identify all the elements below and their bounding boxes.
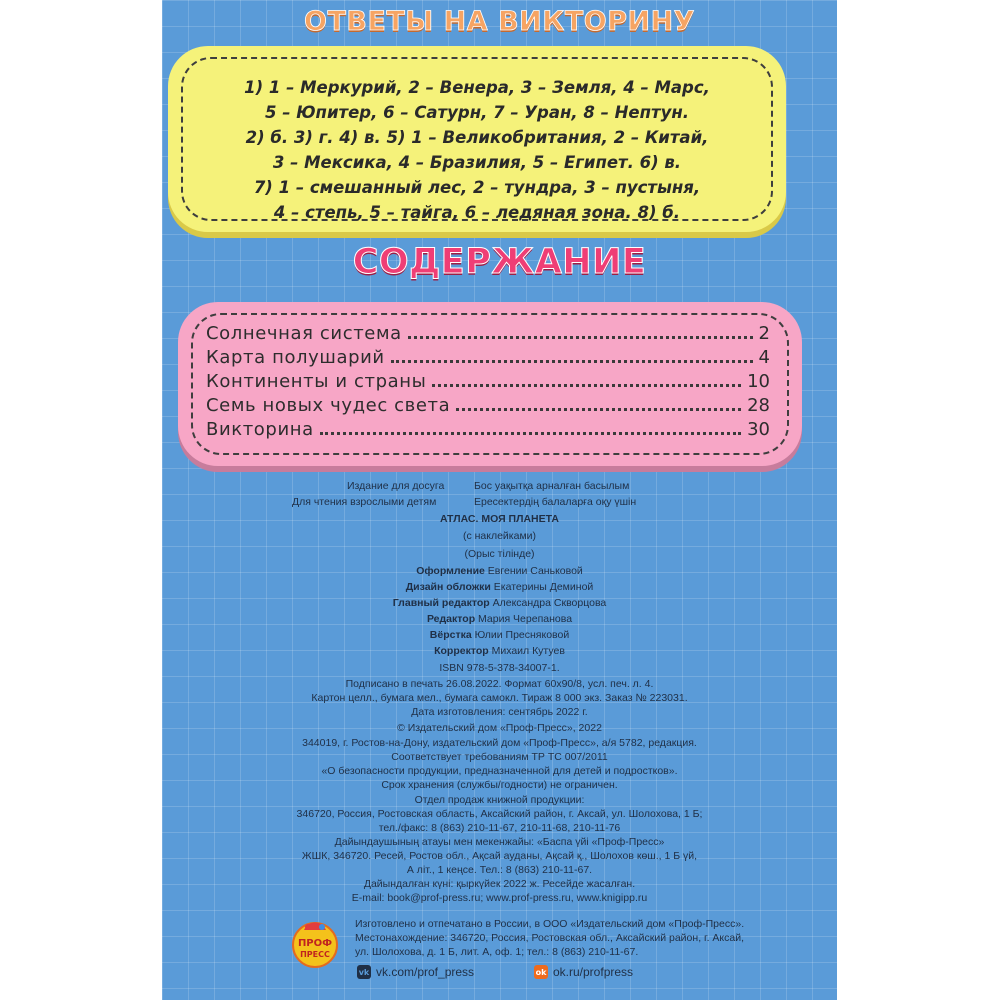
quiz-answers-title: ОТВЕТЫ НА ВИКТОРИНУ bbox=[304, 6, 695, 37]
contents-title: СОДЕРЖАНИЕ bbox=[352, 242, 647, 282]
imprint-line: Отдел продаж книжной продукции: bbox=[414, 794, 585, 806]
imprint-line: Подписано в печать 26.08.2022. Формат 60x90/8, усл. печ. л. 4. bbox=[345, 678, 654, 690]
vk-icon: vk bbox=[357, 965, 371, 979]
quiz-answer-line: 3 – Мексика, 4 – Бразилия, 5 – Египет. 6) в. bbox=[272, 153, 682, 172]
imprint-line: Дайындалған күні: қыркүйек 2022 ж. Ресейде жасалған. bbox=[363, 878, 636, 890]
imprint-leisure-ru: Издание для досуга bbox=[347, 480, 445, 492]
imprint-line: А літ., 1 кеңсе. Тел.: 8 (863) 210-11-67. bbox=[406, 864, 593, 876]
toc-item-title: Континенты и страны bbox=[206, 371, 427, 392]
vk-link-text: vk.com/prof_press bbox=[376, 965, 475, 979]
imprint-isbn: ISBN 978-5-378-34007-1. bbox=[439, 662, 560, 674]
toc-item-solar-system bbox=[206, 320, 770, 344]
imprint-stickers: (с наклейками) bbox=[462, 530, 537, 542]
credit-design: Оформление Евгении Саньковой bbox=[416, 565, 583, 577]
quiz-answer-line: 1) 1 – Меркурий, 2 – Венера, 3 – Земля, 4 – Марс, bbox=[244, 78, 710, 97]
quiz-answer-line: 2) б. 3) г. 4) в. 5) 1 – Великобритания, 2 – Китай, bbox=[245, 128, 709, 147]
svg-text:ПРОФ: ПРОФ bbox=[297, 938, 333, 949]
contents-card bbox=[178, 302, 802, 466]
imprint-line: 346720, Россия, Ростовская область, Аксайский район, г. Аксай, ул. Шолохова, 1 Б; bbox=[296, 808, 703, 820]
book-page bbox=[162, 0, 837, 1000]
imprint-leisure-kz: Бос уақытқа арналған басылым bbox=[474, 480, 630, 492]
imprint-adults-kz: Ересектердің балаларға оқу үшін bbox=[474, 496, 637, 508]
imprint-email: E-mail: book@prof-press.ru; www.prof-press.ru, www.knigipp.ru bbox=[351, 892, 648, 904]
imprint-line: 344019, г. Ростов-на-Дону, издательский дом «Проф-Пресс», а/я 5782, редакция. bbox=[302, 737, 697, 749]
imprint-line: «О безопасности продукции, предназначенной для детей и подростков». bbox=[321, 765, 678, 777]
ok-link[interactable] bbox=[534, 965, 633, 979]
toc-item-hemispheres bbox=[206, 344, 770, 368]
manufacturer-line: Местонахождение: 346720, Россия, Ростовская обл., Аксайский район, г. Аксай, bbox=[355, 932, 744, 944]
imprint-line: ЖШК, 346720. Ресей, Ростов обл., Ақсай ауданы, Ақсай қ., Шолохов көш., 1 Б үй, bbox=[301, 850, 698, 862]
credit-chief-editor: Главный редактор Александра Скворцова bbox=[392, 597, 607, 609]
imprint-line: Соответствует требованиям ТР ТС 007/2011 bbox=[391, 751, 608, 763]
ok-icon: ok bbox=[534, 965, 548, 979]
imprint-book-title: АТЛАС. МОЯ ПЛАНЕТА bbox=[440, 513, 559, 525]
manufacturer-line: Изготовлено и отпечатано в России, в ООО «Издательский дом «Проф-Пресс». bbox=[355, 918, 745, 930]
toc-item-page: 30 bbox=[747, 419, 770, 440]
credit-proofreader: Корректор Михаил Кутуев bbox=[434, 645, 565, 657]
quiz-answer-line: 5 – Юпитер, 6 – Сатурн, 7 – Уран, 8 – Нептун. bbox=[264, 103, 690, 122]
imprint-line: Дайындаушының атауы мен мекенжайы: «Баспа үйі «Проф-Пресс» bbox=[334, 836, 665, 848]
quiz-answers-card bbox=[168, 46, 786, 232]
toc-item-title: Солнечная система bbox=[206, 323, 402, 344]
credit-cover: Дизайн обложки Екатерины Деминой bbox=[405, 581, 594, 593]
vk-link[interactable] bbox=[357, 965, 474, 979]
toc-item-page: 4 bbox=[758, 347, 770, 368]
toc-item-continents bbox=[206, 368, 770, 392]
quiz-answer-line: 4 – степь, 5 – тайга, 6 – ледяная зона. 8) б. bbox=[273, 203, 681, 222]
imprint-line: тел./факс: 8 (863) 210-11-67, 210-11-68, 210-11-76 bbox=[378, 822, 621, 834]
imprint-line: Дата изготовления: сентябрь 2022 г. bbox=[411, 706, 588, 718]
toc-item-page: 10 bbox=[747, 371, 770, 392]
quiz-answer-line: 7) 1 – смешанный лес, 2 – тундра, 3 – пустыня, bbox=[253, 178, 701, 197]
ok-link-text: ok.ru/profpress bbox=[553, 965, 634, 979]
imprint-line: Срок хранения (службы/годности) не ограничен. bbox=[381, 779, 618, 791]
toc-item-page: 28 bbox=[747, 395, 770, 416]
toc-item-title: Викторина bbox=[206, 419, 314, 440]
imprint-language: (Орыс тілінде) bbox=[464, 548, 535, 560]
toc-item-page: 2 bbox=[758, 323, 770, 344]
credit-layout: Вёрстка Юлии Пресняковой bbox=[429, 629, 570, 641]
credit-editor: Редактор Мария Черепанова bbox=[426, 613, 573, 625]
toc-item-title: Семь новых чудес света bbox=[206, 395, 451, 416]
imprint-line: Картон целл., бумага мел., бумага самокл. Тираж 8 000 экз. Заказ № 223031. bbox=[311, 692, 688, 704]
manufacturer-line: ул. Шолохова, д. 1 Б, лит. А, оф. 1; тел.: 8 (863) 210-11-67. bbox=[355, 946, 639, 958]
svg-text:ПРЕСС: ПРЕСС bbox=[300, 950, 330, 959]
imprint-copyright: © Издательский дом «Проф-Пресс», 2022 bbox=[397, 722, 602, 734]
toc-item-wonders bbox=[206, 392, 770, 416]
imprint-adults-ru: Для чтения взрослыми детям bbox=[292, 496, 437, 508]
toc-item-title: Карта полушарий bbox=[206, 347, 385, 368]
prof-press-logo bbox=[290, 918, 340, 968]
toc-item-quiz bbox=[206, 416, 770, 440]
